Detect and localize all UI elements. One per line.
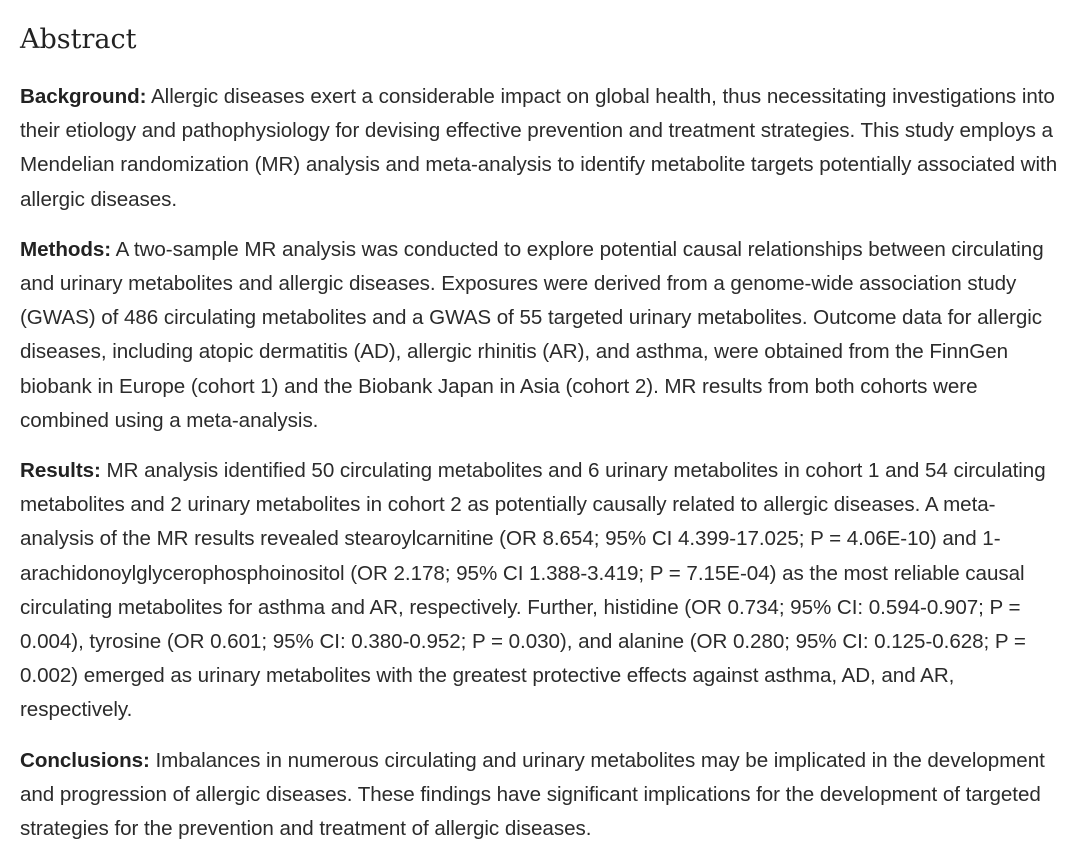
abstract-heading: Abstract [20,24,137,55]
conclusions-text: Imbalances in numerous circulating and urinary metabolites may be implicated in the development and progression of allergic diseases. These findings have significant implications for the development of targeted strategies for the prevention and treatment of allergic diseases. [20,748,1045,841]
results-section [20,454,1065,728]
background-text: Allergic diseases exert a considerable impact on global health, thus necessitating investigations into their etiology and pathophysiology for devising effective prevention and treatment strategies. This study employs a Mendelian randomization (MR) analysis and meta-analysis to identify metabolite targets potentially associated with allergic diseases. [20,85,1058,211]
abstract [20,22,1065,862]
methods-label: Methods: [20,237,112,261]
results-text: MR analysis identified 50 circulating metabolites and 6 urinary metabolites in cohort 1 and 54 circulating metabolites and 2 urinary metabolites in cohort 2 as potentially causally related to allergic diseases. A meta-analysis of the MR results revealed stearoylcarnitine (OR 8.654; 95% CI 4.399-17.025; P = 4.06E-10) and 1-arachidonoylglycerophosphoinositol (OR 2.178; 95% CI 1.388-3.419; P = 7.15E-04) as the most reliable causal circulating metabolites for asthma and AR, respectively. Further, histidine (OR 0.734; 95% CI: 0.594-0.907; P = 0.004), tyrosine (OR 0.601; 95% CI: 0.380-0.952; P = 0.030), and alanine (OR 0.280; 95% CI: 0.125-0.628; P = 0.002) emerged as urinary metabolites with the greatest protective effects against asthma, AD, and AR, respectively. [20,459,1046,722]
background-label: Background: [20,85,147,108]
methods-text: A two-sample MR analysis was conducted to explore potential causal relationships between circulating and urinary metabolites and allergic diseases. Exposures were derived from a genome-wide association study (GWAS) of 486 circulating metabolites and a GWAS of 55 targeted urinary metabolites. Outcome data for allergic diseases, including atopic dermatitis (AD), allergic rhinitis (AR), and asthma, were obtained from the FinnGen biobank in Europe (cohort 1) and the Biobank Japan in Asia (cohort 2). MR results from both cohorts were combined using a meta-analysis. [20,237,1044,432]
background-section [20,80,1065,217]
results-label: Results: [20,459,101,483]
conclusions-label: Conclusions: [20,748,150,772]
methods-section [20,233,1065,438]
conclusions-section [20,744,1065,847]
